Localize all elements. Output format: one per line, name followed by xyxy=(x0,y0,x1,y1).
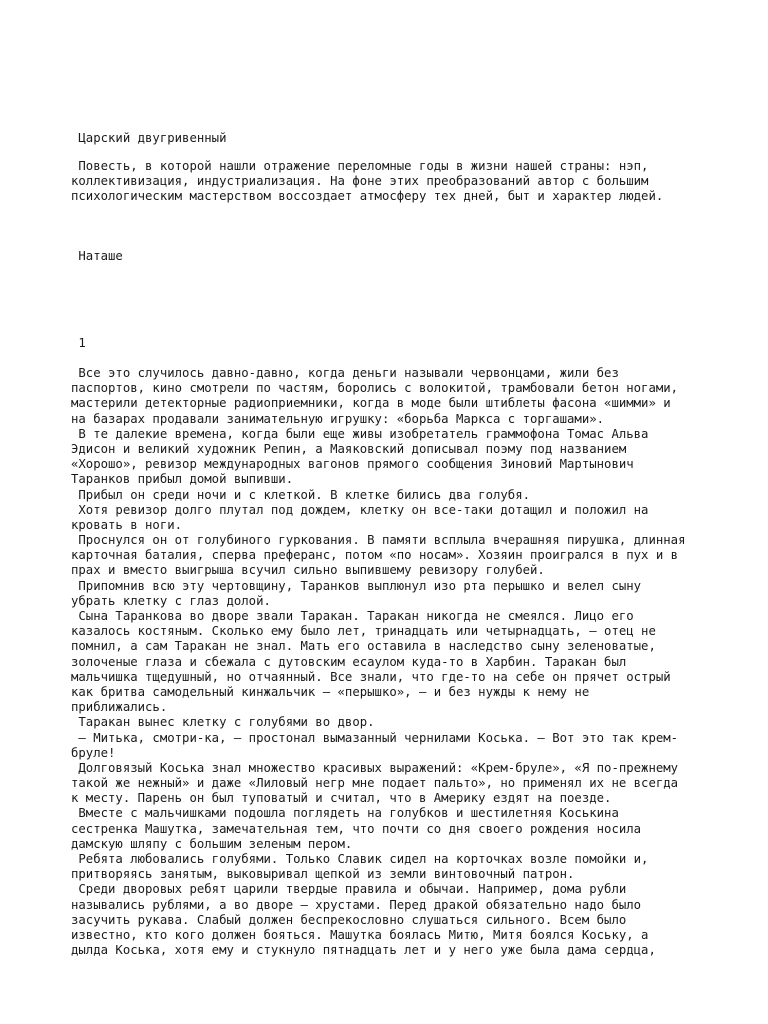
body-text-line: дамскую шляпу с большим зеленым пером. xyxy=(71,836,353,851)
book-title: Царский двугривенный xyxy=(71,131,227,145)
body-text-line: Среди дворовых ребят царили твердые правила и обычаи. Например, дома рубли xyxy=(71,882,627,897)
body-text-line: Прибыл он среди ночи и с клеткой. В клетке бились два голубя. xyxy=(71,487,531,502)
body-text-line: назывались рублями, а во дворе — хрустами. Перед дракой обязательно надо было xyxy=(71,897,642,912)
body-text-line: Вместе с мальчишками подошла поглядеть на голубков и шестилетняя Коськина xyxy=(71,806,619,821)
dedication: Наташе xyxy=(71,249,123,263)
body-text-line: к месту. Парень он был туповатый и считал, что в Америку ездят на поезде. xyxy=(71,791,612,806)
body-text-line: — Митька, смотри-ка, — простонал вымазанный чернилами Коська. — Вот это так крем- xyxy=(71,730,679,745)
body-text-line: засучить рукава. Слабый должен беспрекословно слушаться сильного. Всем было xyxy=(71,912,627,927)
body-text-line: бруле! xyxy=(71,745,116,760)
body-text-line: кровать в ноги. xyxy=(71,517,183,532)
body-text-line: Таракан вынес клетку с голубями во двор. xyxy=(71,715,375,730)
body-text-line: Эдисон и великий художник Репин, а Маяковский дописывал поэму под названием xyxy=(71,441,627,456)
body-text-line: паспортов, кино смотрели по частям, боролись с волокитой, трамбовали бетон ногами, xyxy=(71,381,679,396)
body-text-line: помнил, а сам Таракан не знал. Мать его оставила в наследство сыну зеленоватые, xyxy=(71,639,656,654)
body-text-line: мальчишка тщедушный, но отчаянный. Все знали, что где-то на себе он прячет острый xyxy=(71,669,671,684)
body-text-line: сестренка Машутка, замечательная тем, что почти со дня своего рождения носила xyxy=(71,821,642,836)
body-text-line: Ребята любовались голубями. Только Славик сидел на корточках возле помойки и, xyxy=(71,852,649,866)
body-text-line: Долговязый Коська знал множество красивых выражений: «Крем-бруле», «Я по-прежнему xyxy=(71,760,679,775)
body-text-line: мастерили детекторные радиоприемники, когда в моде были штиблеты фасона «шимми» и xyxy=(71,396,671,411)
body-text-line: дылда Коська, хотя ему и стукнуло пятнадцать лет и у него уже была дама сердца, xyxy=(71,943,656,958)
body-text-line: убрать клетку с глаз долой. xyxy=(71,593,271,608)
body-text-line: прах и вместо выигрыша всучил сильно выпившему ревизору голубей. xyxy=(71,563,545,578)
annotation-line: коллективизация, индустриализация. На фоне этих преобразований автор с большим xyxy=(71,174,649,189)
annotation-line: психологическим мастерством воссоздает атмосферу тех дней, быт и характер людей. xyxy=(71,189,664,204)
body-text-line: Припомнив всю эту чертовщину, Таранков выплюнул изо рта перышко и велел сыну xyxy=(71,578,642,593)
body-text-line: «Хорошо», ревизор международных вагонов прямого сообщения Зиновий Мартынович xyxy=(71,457,634,472)
annotation-line: Повесть, в которой нашли отражение переломные годы в жизни нашей страны: нэп, xyxy=(71,159,649,173)
body-text-line: Все это случилось давно-давно, когда деньги называли червонцами, жили без xyxy=(71,366,619,380)
body-text-line: Сына Таранкова во дворе звали Таракан. Таракан никогда не смеялся. Лицо его xyxy=(71,609,634,623)
body-text-line: приближались. xyxy=(71,700,168,715)
chapter-number: 1 xyxy=(71,336,86,350)
chapter-body xyxy=(71,366,685,958)
body-text-line: такой же нежный» и даже «Лиловый негр мне подает пальто», но применял их не всегда xyxy=(71,776,679,791)
body-text-line: Проснулся он от голубиного гуркования. В памяти всплыла вчерашняя пирушка, длинная xyxy=(71,533,686,548)
body-text-line: притворяясь занятым, выковыривал щепкой из земли винтовочный патрон. xyxy=(71,867,575,882)
body-text-line: на базарах продавали занимательную игрушку: «борьба Маркса с торгашами». xyxy=(71,411,605,426)
body-text-line: золоченые глаза и сбежала с дутовским есаулом куда-то в Харбин. Таракан был xyxy=(71,654,627,669)
body-text-line: казалось костяным. Сколько ему было лет, тринадцать или четырнадцать, — отец не xyxy=(71,624,656,639)
body-text-line: карточная баталия, сперва преферанс, потом «по носам». Хозяин проигрался в пух и в xyxy=(71,548,679,563)
body-text-line: Хотя ревизор долго плутал под дождем, клетку он все-таки дотащил и положил на xyxy=(71,502,649,517)
body-text-line: Таранков прибыл домой выпивши. xyxy=(71,472,294,487)
annotation-paragraph xyxy=(71,159,663,205)
body-text-line: В те далекие времена, когда были еще живы изобретатель граммофона Томас Альва xyxy=(71,426,649,441)
body-text-line: как бритва самодельный кинжальчик — «перышко», — и без нужды к нему не xyxy=(71,684,590,699)
body-text-line: известно, кто кого должен бояться. Машутка боялась Митю, Митя боялся Коську, а xyxy=(71,927,649,942)
